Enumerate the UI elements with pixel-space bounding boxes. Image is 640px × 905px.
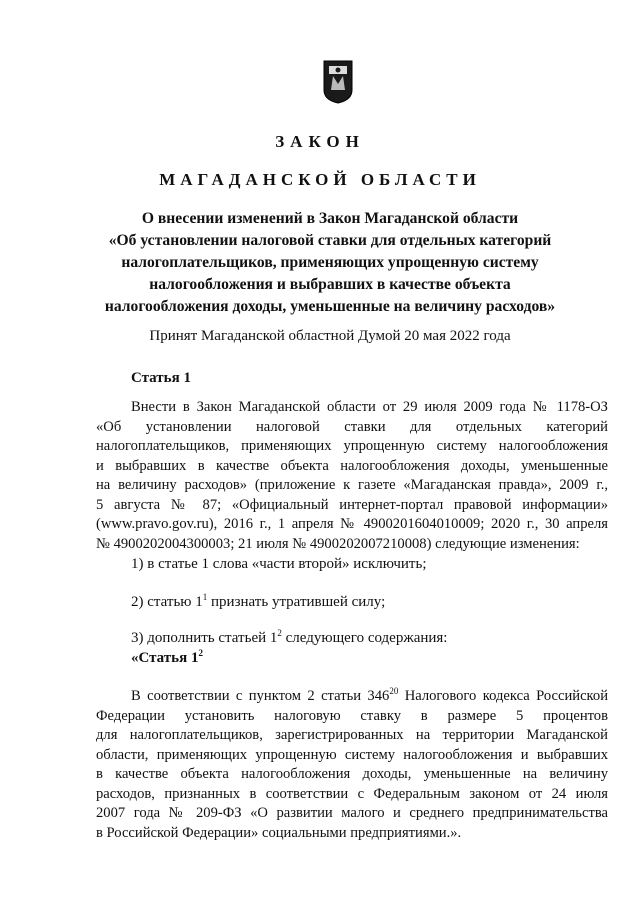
item-text: 2) статью 1 bbox=[131, 594, 203, 610]
text-line: и выбравших в качестве объекта налогообложения доходы, уменьшенные bbox=[96, 457, 608, 474]
text-segment: В соответствии с пунктом 2 статьи 346 bbox=[131, 688, 390, 704]
text-line: на величину расходов» (приложение к газете «Магаданская правда», 2009 г., bbox=[96, 477, 608, 493]
law-title: ЗАКОН bbox=[275, 132, 365, 151]
item-text: следующего содержания: bbox=[281, 630, 448, 646]
item-text: признать утратившей силу; bbox=[207, 594, 386, 610]
adoption-note: Принят Магаданской областной Думой 20 мая 2022 года bbox=[149, 328, 511, 344]
amendment-item-3 bbox=[131, 630, 447, 647]
item-text: 3) дополнить статьей 1 bbox=[131, 630, 278, 646]
text-line: расходов, признанных в соответствии с Федеральным законом от 24 июля bbox=[96, 785, 608, 802]
subject-line: налогообложения доходы, уменьшенные на величину расходов» bbox=[104, 298, 556, 315]
law-subject bbox=[80, 208, 580, 318]
superscript: 1 bbox=[202, 592, 208, 602]
text-line: «Об установлении налоговой ставки для отдельных категорий bbox=[96, 418, 608, 435]
amendment-item-2 bbox=[131, 594, 385, 611]
text-line: Федерации установить налоговую ставку в размере 5 процентов bbox=[96, 707, 608, 724]
superscript: 2 bbox=[198, 648, 203, 658]
text-segment: Налогового кодекса Российской bbox=[398, 688, 608, 704]
text-line: № 4900202004300003; 21 июля № 4900202007210008) следующие изменения: bbox=[96, 535, 580, 552]
text-line: (www.pravo.gov.ru), 2016 г., 1 апреля № 4900201604010009; 2020 г., 30 апреля bbox=[96, 516, 608, 532]
subject-line: налогоплательщиков, применяющих упрощенную систему bbox=[121, 254, 539, 271]
law-region: МАГАДАНСКОЙ ОБЛАСТИ bbox=[159, 170, 481, 189]
text-line: Внести в Закон Магаданской области от 29 июля 2009 года № 1178-ОЗ bbox=[131, 399, 608, 415]
subject-line: О внесении изменений в Закон Магаданской области bbox=[141, 210, 519, 227]
text-line: области, применяющих упрощенную систему налогообложения и выбравших bbox=[96, 746, 608, 763]
amendment-item-1: 1) в статье 1 слова «части второй» исключить; bbox=[131, 556, 427, 572]
subject-line: «Об установлении налоговой ставки для отдельных категорий bbox=[108, 232, 552, 249]
text-line: 5 августа № 87; «Официальный интернет-портал правовой информации» bbox=[96, 496, 608, 513]
text-line: в качестве объекта налогообложения доходы, уменьшенные на величину bbox=[96, 766, 608, 782]
coat-of-arms-emblem bbox=[323, 60, 353, 104]
superscript: 2 bbox=[277, 628, 282, 638]
text-line: 2007 года № 209-ФЗ «О развитии малого и среднего предпринимательства bbox=[96, 805, 608, 821]
new-article-heading bbox=[131, 650, 203, 667]
heading-text: «Статья 1 bbox=[131, 650, 199, 666]
article-1-intro bbox=[96, 398, 608, 554]
text-line bbox=[96, 687, 608, 707]
text-line: в Российской Федерации» социальными предприятиями.». bbox=[96, 824, 462, 841]
subject-line: налогообложения и выбравших в качестве объекта bbox=[149, 276, 511, 293]
text-line: налогоплательщиков, применяющих упрощенную систему налогообложения bbox=[96, 438, 608, 454]
new-article-text bbox=[96, 687, 608, 843]
text-line: для налогоплательщиков, зарегистрированных на территории Магаданской bbox=[96, 727, 608, 743]
article-1-heading: Статья 1 bbox=[131, 370, 191, 386]
superscript: 20 bbox=[389, 686, 399, 696]
